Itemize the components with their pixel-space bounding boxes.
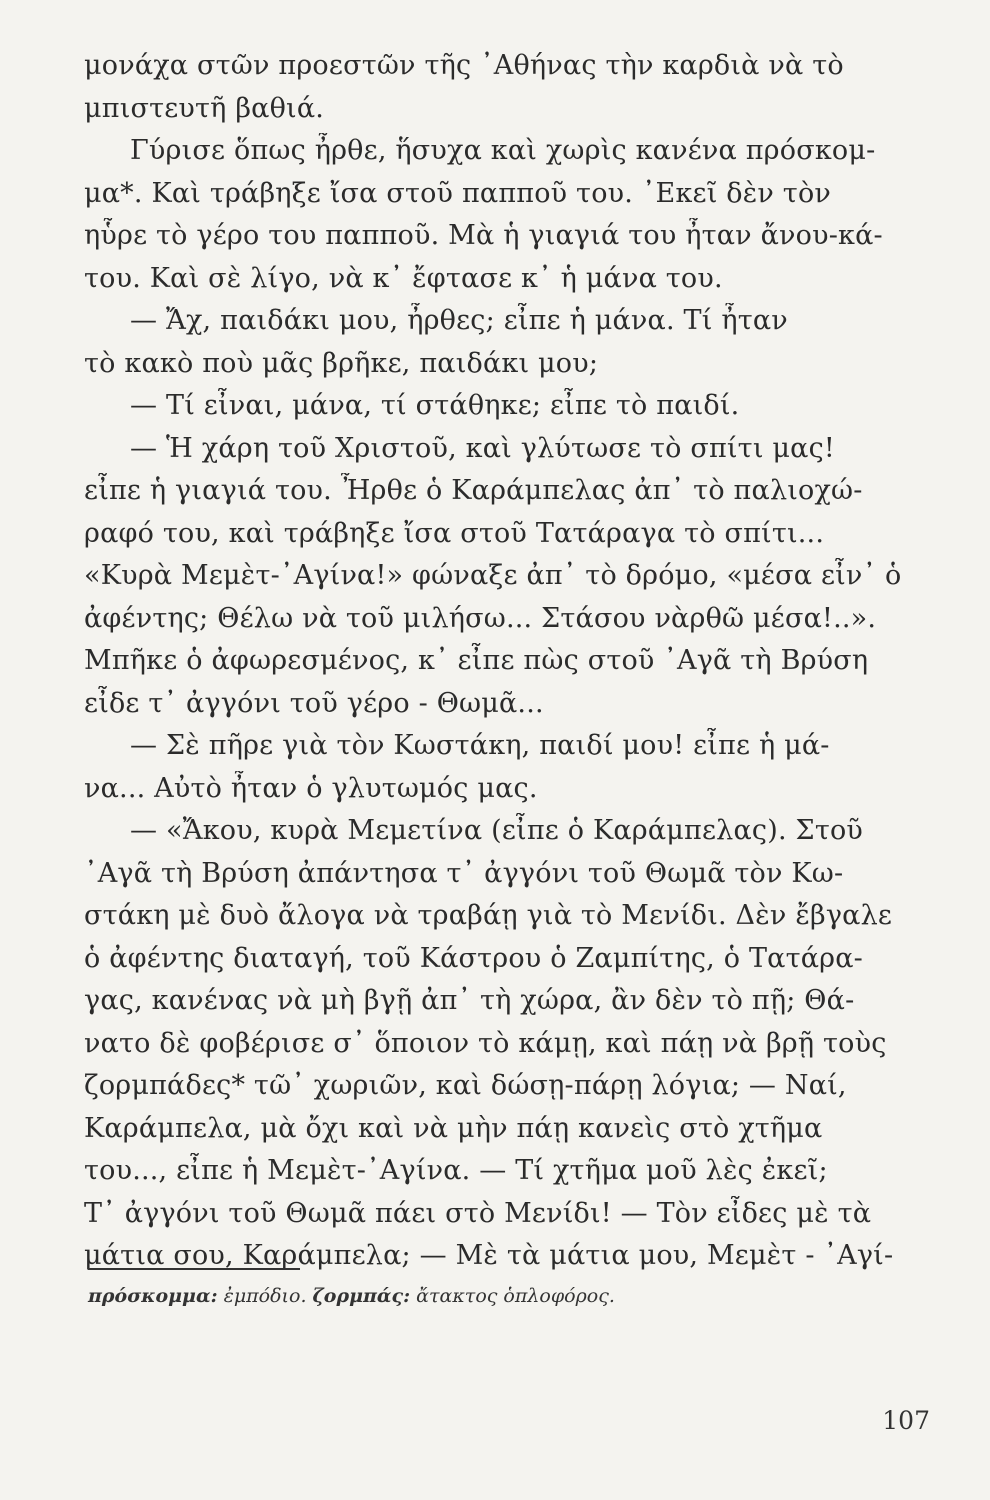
text-line: τὸ κακὸ ποὺ μᾶς βρῆκε, παιδάκι μου; (84, 348, 599, 379)
text-line: εἶπε ἡ γιαγιά του. Ἦρθε ὁ Καράμπελας ἀπ᾿ τὸ παλιοχώ- (84, 475, 863, 506)
text-line: — Σὲ πῆρε γιὰ τὸν Κωστάκη, παιδί μου! εἶπε ἡ μά- (130, 730, 830, 761)
text-line: Γύρισε ὅπως ἦρθε, ἥσυχα καὶ χωρὶς κανένα πρόσκομ- (130, 135, 876, 166)
text-line: — «Ἄκου, κυρὰ Μεμετίνα (εἶπε ὁ Καράμπελας). Στοῦ (130, 815, 864, 846)
text-line: ὁ ἀφέντης διαταγή, τοῦ Κάστρου ὁ Ζαμπίτης, ὁ Τατάρα- (84, 943, 863, 974)
page-number: 107 (882, 1406, 930, 1435)
text-line: Καράμπελα, μὰ ὄχι καὶ νὰ μὴν πάῃ κανεὶς στὸ χτῆμα (84, 1113, 823, 1144)
text-line: του..., εἶπε ἡ Μεμὲτ-᾿Αγίνα. — Τί χτῆμα μοῦ λὲς ἐκεῖ; (84, 1155, 828, 1186)
footnote-definition: ἄτακτος ὁπλοφόρος. (416, 1285, 615, 1307)
text-line: ραφό του, καὶ τράβηξε ἴσα στοῦ Τατάραγα τὸ σπίτι... (84, 518, 825, 549)
footnote-definition: ἐμπόδιο. (223, 1285, 307, 1307)
text-line: ᾿Αγᾶ τὴ Βρύση ἀπάντησα τ᾿ ἀγγόνι τοῦ Θωμᾶ τὸν Κω- (84, 858, 844, 889)
text-line: εἶδε τ᾿ ἀγγόνι τοῦ γέρο - Θωμᾶ... (84, 688, 544, 719)
text-line: — Τί εἶναι, μάνα, τί στάθηκε; εἶπε τὸ παιδί. (130, 390, 740, 421)
text-line: ἀφέντης; Θέλω νὰ τοῦ μιλήσω... Στάσου νὰρθῶ μέσα!..». (84, 603, 877, 634)
footnote-divider (88, 1268, 300, 1270)
text-line: μα*. Καὶ τράβηξε ἴσα στοῦ παπποῦ του. ᾿Εκεῖ δὲν τὸν (84, 178, 832, 209)
text-line: νατο δὲ φοβέρισε σ᾿ ὅποιον τὸ κάμῃ, καὶ πάῃ νὰ βρῇ τοὺς (84, 1028, 887, 1059)
text-line: ζορμπάδες* τῶ᾿ χωριῶν, καὶ δώσῃ-πάρῃ λόγια; — Ναί, (84, 1070, 847, 1101)
text-line: Τ᾿ ἀγγόνι τοῦ Θωμᾶ πάει στὸ Μενίδι! — Τὸν εἶδες μὲ τὰ (84, 1198, 872, 1229)
text-line: μπιστευτῆ βαθιά. (84, 93, 325, 124)
text-line: ηὗρε τὸ γέρο του παπποῦ. Μὰ ἡ γιαγιά του ἦταν ἄνου-κά- (84, 220, 883, 251)
footnote-term: ζορμπάς: (312, 1285, 411, 1307)
text-line: του. Καὶ σὲ λίγο, νὰ κ᾿ ἔφτασε κ᾿ ἡ μάνα του. (84, 263, 723, 294)
footnote (88, 1283, 615, 1309)
text-line: γας, κανένας νὰ μὴ βγῇ ἀπ᾿ τὴ χώρα, ἂν δὲν τὸ πῇ; Θά- (84, 985, 855, 1016)
text-line: να... Αὐτὸ ἦταν ὁ γλυτωμός μας. (84, 773, 538, 804)
text-line: στάκη μὲ δυὸ ἄλογα νὰ τραβάῃ γιὰ τὸ Μενίδι. Δὲν ἔβγαλε (84, 900, 893, 931)
text-line: Μπῆκε ὁ ἀφωρεσμένος, κ᾿ εἶπε πὼς στοῦ ᾿Αγᾶ τὴ Βρύση (84, 645, 869, 676)
text-line: — Ἡ χάρη τοῦ Χριστοῦ, καὶ γλύτωσε τὸ σπίτι μας! (130, 433, 835, 464)
text-line: — Ἄχ, παιδάκι μου, ἦρθες; εἶπε ἡ μάνα. Τί ἦταν (130, 305, 788, 336)
footnote-term: πρόσκομμα: (88, 1285, 218, 1307)
text-line: μάτια σου, Καράμπελα; — Μὲ τὰ μάτια μου, Μεμὲτ - ᾿Αγί- (84, 1240, 894, 1271)
text-line: μονάχα στῶν προεστῶν τῆς ᾿Αθήνας τὴν καρδιὰ νὰ τὸ (84, 50, 844, 81)
text-line: «Κυρὰ Μεμὲτ-᾿Αγίνα!» φώναξε ἀπ᾿ τὸ δρόμο, «μέσα εἶν᾿ ὁ (84, 560, 902, 591)
